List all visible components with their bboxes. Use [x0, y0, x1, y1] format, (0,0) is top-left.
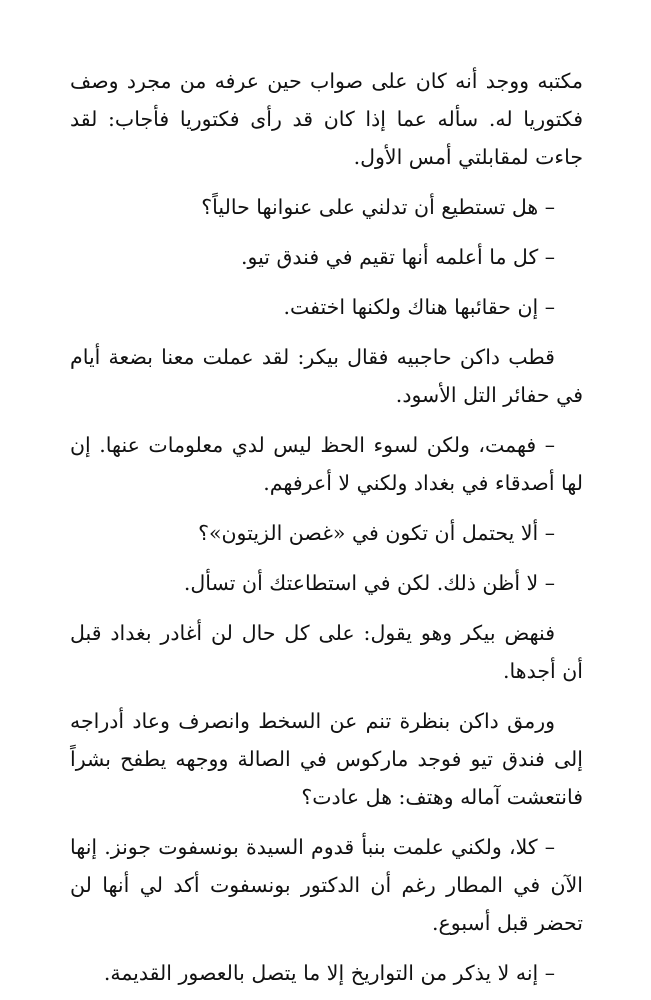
paragraph-1: مكتبه ووجد أنه كان على صواب حين عرفه من مجرد وصف فكتوريا له. سأله عما إذا كان قد رأى فكتوريا فأجاب: لقد جاءت لمقابلتي أمس الأول.	[70, 69, 583, 169]
paragraph-8: – لا أظن ذلك. لكن في استطاعتك أن تسأل.	[183, 571, 555, 595]
paragraph-4: – إن حقائبها هناك ولكنها اختفت.	[283, 295, 555, 319]
paragraph-2: – هل تستطيع أن تدلني على عنوانها حالياً؟	[201, 195, 555, 219]
paragraph-7: – ألا يحتمل أن تكون في «غصن الزيتون»؟	[198, 521, 555, 545]
paragraph-9: فنهض بيكر وهو يقول: على كل حال لن أغادر بغداد قبل أن أجدها.	[70, 621, 583, 683]
paragraph-6: – فهمت، ولكن لسوء الحظ ليس لدي معلومات عنها. إن لها أصدقاء في بغداد ولكني لا أعرفهم.	[70, 433, 583, 495]
paragraph-12: – إنه لا يذكر من التواريخ إلا ما يتصل بالعصور القديمة.	[103, 961, 555, 985]
paragraph-10: ورمق داكن بنظرة تنم عن السخط وانصرف وعاد أدراجه إلى فندق تيو فوجد ماركوس في الصالة ووجهه يطفح بشراً فانتعشت آماله وهتف: هل عادت؟	[70, 709, 583, 809]
paragraph-3: – كل ما أعلمه أنها تقيم في فندق تيو.	[241, 245, 555, 269]
paragraph-11: – كلا، ولكني علمت بنبأ قدوم السيدة بونسفوت جونز. إنها الآن في المطار رغم أن الدكتور بونسفوت أكد لي أنها لن تحضر قبل أسبوع.	[70, 835, 583, 935]
paragraph-5: قطب داكن حاجبيه فقال بيكر: لقد عملت معنا بضعة أيام في حفائر التل الأسود.	[70, 345, 583, 407]
